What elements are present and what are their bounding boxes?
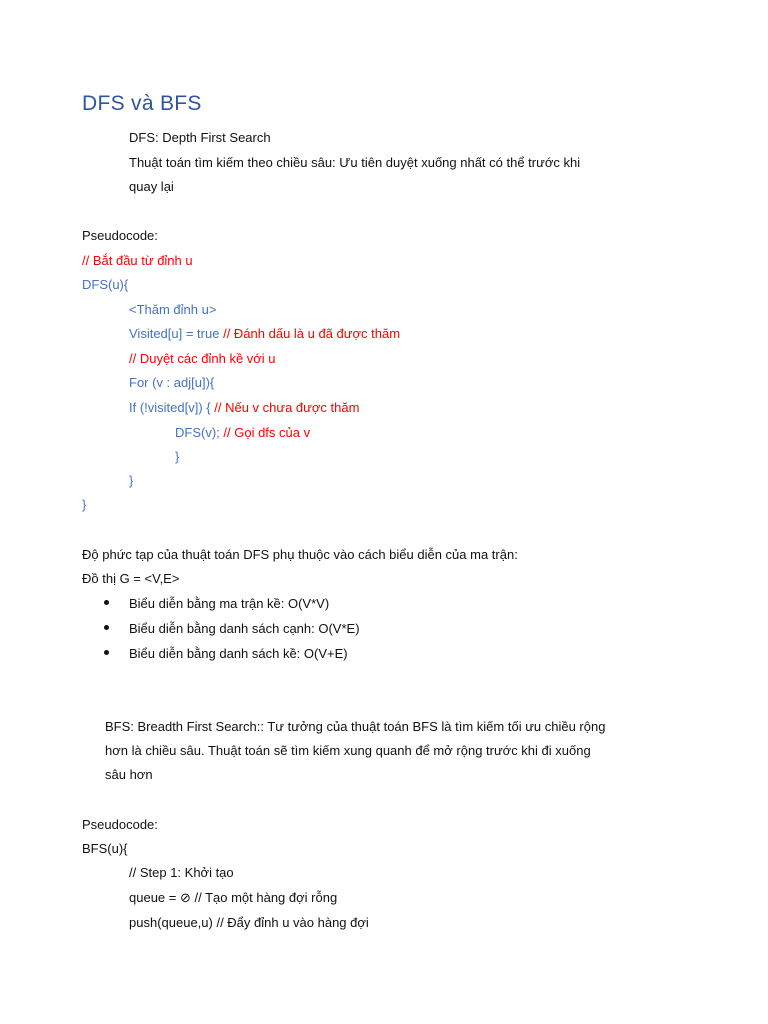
dfs-close-inner: } bbox=[175, 449, 180, 464]
bfs-pseudocode-label: Pseudocode: bbox=[82, 817, 158, 832]
dfs-comment-start: // Bắt đầu từ đỉnh u bbox=[82, 253, 193, 268]
page-title: DFS và BFS bbox=[82, 92, 202, 115]
dfs-call-comment: // Gọi dfs của v bbox=[223, 425, 311, 440]
bullet-dot bbox=[104, 600, 109, 605]
dfs-close-for: } bbox=[129, 473, 134, 488]
complexity-item-2: Biểu diễn bằng danh sách cạnh: O(V*E) bbox=[129, 621, 360, 636]
bullet-dot bbox=[104, 625, 109, 630]
bfs-queue-init: queue = ⊘ // Tạo một hàng đợi rỗng bbox=[129, 890, 338, 905]
bfs-push-line: push(queue,u) // Đẩy đỉnh u vào hàng đợi bbox=[129, 915, 369, 930]
complexity-item-1: Biểu diễn bằng ma trận kề: O(V*V) bbox=[129, 596, 330, 611]
dfs-intro-line-3: quay lại bbox=[129, 179, 174, 194]
dfs-close-function: } bbox=[82, 497, 87, 512]
dfs-call-line bbox=[175, 425, 310, 441]
bfs-step1-comment: // Step 1: Khởi tạo bbox=[129, 865, 234, 880]
dfs-mark-line bbox=[129, 326, 400, 342]
dfs-intro-line-1: DFS: Depth First Search bbox=[129, 130, 271, 145]
bullet-dot bbox=[104, 650, 109, 655]
dfs-mark-code: Visited[u] = true bbox=[129, 326, 224, 341]
dfs-intro-line-2: Thuật toán tìm kiếm theo chiều sâu: Ưu tiên duyệt xuống nhất có thể trước khi bbox=[129, 155, 581, 170]
dfs-if-comment: // Nếu v chưa được thăm bbox=[214, 400, 360, 415]
dfs-adj-comment: // Duyệt các đỉnh kề với u bbox=[129, 351, 276, 366]
dfs-mark-comment: // Đánh dấu là u đã được thăm bbox=[223, 326, 401, 341]
dfs-pseudocode-label: Pseudocode: bbox=[82, 228, 158, 243]
dfs-if-code: If (!visited[v]) { bbox=[129, 400, 215, 415]
dfs-call-code: DFS(v); bbox=[175, 425, 224, 440]
dfs-function-open: DFS(u){ bbox=[82, 277, 129, 292]
bfs-function-open: BFS(u){ bbox=[82, 841, 128, 856]
graph-definition: Đồ thị G = <V,E> bbox=[82, 571, 180, 586]
bfs-intro-line-2: hơn là chiều sâu. Thuật toán sẽ tìm kiếm xung quanh để mở rộng trước khi đi xuống bbox=[105, 743, 591, 758]
dfs-if-line bbox=[129, 400, 359, 416]
bfs-intro-line-3: sâu hơn bbox=[105, 767, 153, 782]
dfs-for-line: For (v : adj[u]){ bbox=[129, 375, 215, 390]
complexity-item-3: Biểu diễn bằng danh sách kề: O(V+E) bbox=[129, 646, 348, 661]
complexity-intro: Độ phức tạp của thuật toán DFS phụ thuộc vào cách biểu diễn của ma trận: bbox=[82, 547, 518, 562]
bfs-intro-line-1: BFS: Breadth First Search:: Tư tưởng của thuật toán BFS là tìm kiếm tối ưu chiều rộng bbox=[105, 719, 606, 734]
dfs-visit-line: <Thăm đỉnh u> bbox=[129, 302, 217, 317]
